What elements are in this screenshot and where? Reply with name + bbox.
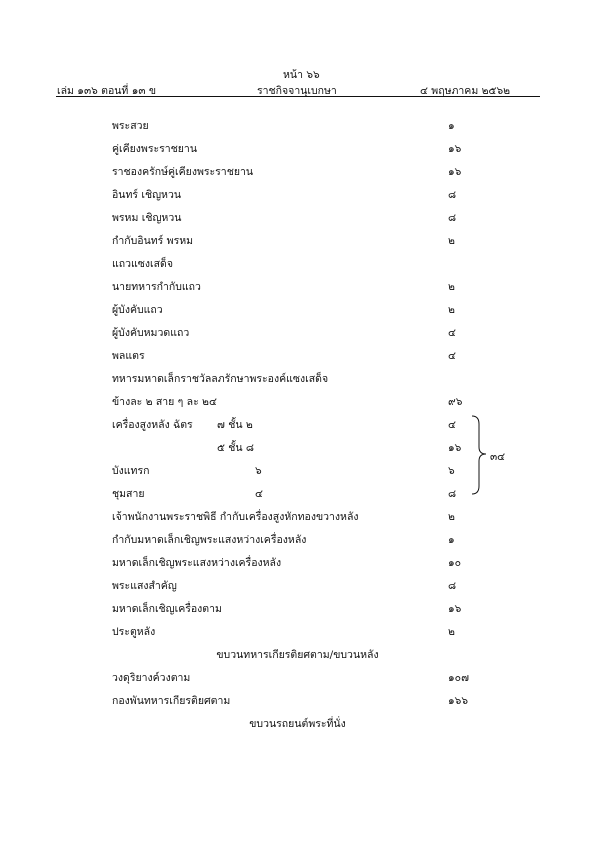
publication-date: ๔ พฤษภาคม ๒๕๖๒	[420, 85, 511, 97]
item-value: ๑๐๗	[448, 672, 469, 684]
item-label: วงดุริยางค์วงตาม	[112, 672, 191, 684]
group-total: ๓๔	[490, 451, 506, 463]
item-value: ๑๖	[448, 442, 462, 454]
list-item	[112, 508, 472, 526]
list-item	[112, 485, 472, 503]
item-value: ๒	[448, 281, 455, 293]
list-item	[112, 163, 472, 181]
item-label: ราชองครักษ์คู่เคียงพระราชยาน	[112, 166, 254, 178]
list-item	[112, 554, 472, 572]
list-item	[112, 117, 472, 135]
list-item	[112, 600, 472, 618]
item-value: ๘	[448, 580, 457, 592]
list-item	[112, 577, 472, 595]
item-label: ทหารมหาดเล็กราชวัลลภรักษาพระองค์แซงเสด็จ	[112, 373, 329, 385]
item-value: ๔	[448, 327, 456, 339]
item-value: ๙๖	[448, 396, 463, 408]
list-item	[112, 140, 472, 158]
item-value: ๘	[448, 212, 457, 224]
item-label: กองพันทหารเกียรติยศตาม	[112, 695, 231, 707]
group-brace	[470, 414, 490, 496]
section-heading: ขบวนรถยนต์พระที่นั่ง	[249, 718, 346, 730]
item-label: บังแทรก	[112, 465, 150, 477]
item-label: คู่เคียงพระราชยาน	[112, 143, 198, 155]
list-item	[112, 324, 472, 342]
item-value: ๒	[448, 626, 455, 638]
item-label: พระแสงสำคัญ	[112, 580, 177, 592]
page-number: หน้า ๖๖	[283, 69, 320, 81]
item-value: ๒	[448, 511, 455, 523]
list-item	[112, 462, 472, 480]
item-label: ประตูหลัง	[112, 626, 156, 638]
item-label: อินทร์ เชิญหวน	[112, 189, 182, 201]
item-label: ผู้บังคับแถว	[112, 304, 163, 316]
volume-info: เล่ม ๑๓๖ ตอนที่ ๑๓ ข	[57, 85, 157, 97]
list-item	[112, 186, 472, 204]
item-label: ชุมสาย	[112, 488, 145, 500]
item-label: กำกับมหาดเล็กเชิญพระแสงหว่างเครื่องหลัง	[112, 534, 307, 546]
list-item	[112, 278, 472, 296]
list-item	[112, 623, 472, 641]
item-qty: ๗ ชั้น ๒	[217, 419, 253, 431]
list-item	[112, 669, 472, 687]
list-item	[112, 416, 472, 434]
item-label: แถวแซงเสด็จ	[112, 258, 174, 270]
list-item	[112, 232, 472, 250]
list-item	[112, 301, 472, 319]
item-value: ๑	[448, 534, 455, 546]
item-value: ๔	[448, 350, 456, 362]
item-value: ๖	[448, 465, 455, 477]
item-value: ๑๖๖	[448, 695, 468, 707]
item-value: ๘	[448, 488, 457, 500]
list-item	[112, 439, 472, 457]
item-qty: ๔	[255, 488, 263, 500]
section-heading: ขบวนทหารเกียรติยศตาม/ขบวนหลัง	[216, 649, 379, 661]
item-qty: ๕ ชั้น ๘	[217, 442, 255, 454]
item-label: ข้างละ ๒ สาย ๆ ละ ๒๔	[112, 396, 217, 408]
item-value: ๑๖	[448, 603, 462, 615]
list-item	[112, 393, 472, 411]
item-value: ๑๖	[448, 166, 462, 178]
item-label: มหาดเล็กเชิญพระแสงหว่างเครื่องหลัง	[112, 557, 282, 569]
item-label: มหาดเล็กเชิญเครื่องตาม	[112, 603, 222, 615]
list-item	[112, 209, 472, 227]
item-label: เครื่องสูงหลัง ฉัตร	[112, 419, 193, 431]
item-label: เจ้าพนักงานพระราชพิธี กำกับเครื่องสูงหักทองขวางหลัง	[112, 511, 359, 523]
item-label: ผู้บังคับหมวดแถว	[112, 327, 190, 339]
item-value: ๒	[448, 304, 455, 316]
list-item	[112, 692, 472, 710]
publication-name: ราชกิจจานุเบกษา	[257, 85, 337, 97]
item-value: ๘	[448, 189, 457, 201]
item-value: ๒	[448, 235, 455, 247]
item-label: กำกับอินทร์ พรหม	[112, 235, 194, 247]
item-value: ๑	[448, 120, 455, 132]
item-label: พรหม เชิญหวน	[112, 212, 182, 224]
item-value: ๑๐	[448, 557, 462, 569]
item-qty: ๖	[255, 465, 262, 477]
item-value: ๑๖	[448, 143, 462, 155]
header-rule	[56, 96, 540, 97]
item-label: พระสวย	[112, 120, 149, 132]
list-item	[112, 255, 472, 273]
list-item	[112, 531, 472, 549]
item-label: พลแตร	[112, 350, 145, 362]
item-label: นายทหารกำกับแถว	[112, 281, 201, 293]
item-value: ๔	[448, 419, 456, 431]
list-item	[112, 370, 472, 388]
list-item	[112, 347, 472, 365]
